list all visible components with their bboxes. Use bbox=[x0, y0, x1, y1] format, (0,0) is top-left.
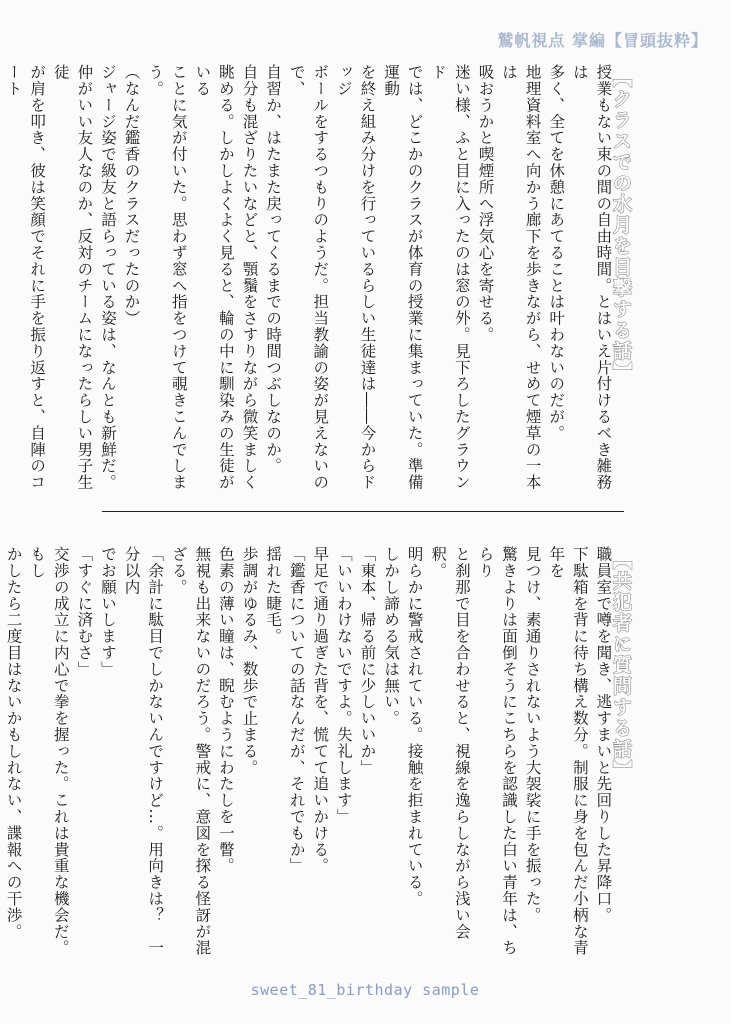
text-line: 眺める。しかしよくよく見ると、輪の中に馴染みの生徒がいる bbox=[193, 64, 235, 491]
story1-heading: 【クラスでの水月を目撃する話】 bbox=[610, 68, 632, 383]
text-line: を終え組み分けを行っているらしい生徒達は――今からドッジ bbox=[334, 64, 377, 491]
text-line: 自分も混ざりたいなどと、顎鬚をさすりながら微笑ましく bbox=[240, 64, 259, 491]
text-line: 「鑑香についての話なんだが、それでもか」 bbox=[287, 546, 306, 874]
text-line: では、どこかのクラスが体育の授業に集まっていた。準備運動 bbox=[382, 64, 424, 491]
text-line: 色素の薄い瞳は、睨むようにわたしを一瞥。 bbox=[216, 546, 235, 874]
text-line: ジャージ姿で級友と語らっている姿は、なんとも新鮮だ。 bbox=[98, 64, 117, 491]
text-line: 交渉の成立に内心で拳を握った。これは貴重な機会だ。もし bbox=[28, 546, 70, 956]
page-header-title: 鷲帆視点 掌編【冒頭抜粋】 bbox=[497, 31, 708, 50]
text-line: しかし諦める気は無い。 bbox=[382, 546, 401, 727]
text-line: 仲がいい友人なのか、反対のチームになったらしい男子生徒 bbox=[51, 64, 94, 491]
text-line: 揺れた睫毛。 bbox=[264, 546, 283, 645]
text-line: ことに気が付いた。思わず窓へ指をつけて覗きこんでしまう。 bbox=[146, 64, 188, 491]
text-line: 「余計に駄目でしかないんですけど…。用向きは？ 一分以内 bbox=[122, 546, 165, 956]
text-line: 早足で通り過ぎた背を、慌てて追いかける。 bbox=[311, 546, 330, 874]
text-line: 地理資料室へ向かう廊下を歩きながら、せめて煙草の一本は bbox=[500, 64, 542, 491]
footer-text: sweet_81_birthday sample bbox=[250, 981, 480, 999]
story1-body bbox=[0, 64, 638, 494]
text-line: 見つけ、素通りされないよう大袈裟に手を振った。 bbox=[523, 546, 542, 924]
text-line: 明らかに警戒されている。接触を拒まれている。 bbox=[405, 546, 424, 907]
text-line: （なんだ鑑香のクラスだったのか） bbox=[122, 64, 141, 327]
text-line: 歩調がゆるみ、数歩で止まる。 bbox=[240, 546, 259, 776]
story2-heading: 【共犯者に質問する話】 bbox=[610, 550, 632, 781]
text-line: と刹那で目を合わせると、視線を逸らしながら浅い会釈。 bbox=[429, 546, 471, 940]
text-line bbox=[0, 64, 1, 494]
text-line: でお願いします」 bbox=[98, 546, 117, 678]
text-line: ボールをするつもりのようだ。担当教諭の姿が見えないので、 bbox=[287, 64, 330, 491]
section-divider bbox=[102, 511, 624, 512]
text-line: 授業もない束の間の自由時間。とはいえ片付けるべき雑務は bbox=[570, 64, 613, 491]
story2-body bbox=[0, 546, 638, 958]
text-line: 驚きよりは面倒そうにこちらを認識した白い青年は、ちらり bbox=[476, 546, 519, 956]
heading-spacer bbox=[614, 64, 638, 494]
text-line: 「いいわけないですよ。失礼します」 bbox=[334, 546, 353, 825]
text-line: 「すぐに済むさ」 bbox=[75, 546, 94, 678]
heading-spacer bbox=[614, 546, 638, 958]
text-line: 吸おうかと喫煙所へ浮気心を寄せる。 bbox=[476, 64, 495, 343]
text-line: 無視も出来ないのだろう。警戒に、意図を探る怪訝が混ざる。 bbox=[169, 546, 212, 956]
text-line: かしたら二度目はないかもしれない、諜報への干渉。 bbox=[4, 546, 23, 940]
text-line: 「東本、帰る前に少しいいか」 bbox=[358, 546, 377, 776]
text-line: 下駄箱を背に待ち構え数分。制服に身を包んだ小柄な青年を bbox=[547, 546, 589, 956]
text-line: 多く、全てを休憩にあてることは叶わないのだが。 bbox=[547, 64, 566, 442]
text-line: 迷い様、ふと目に入ったのは窓の外。見下ろしたグラウンド bbox=[429, 64, 471, 491]
text-line: が肩を叩き、彼は笑顔でそれに手を振り返すと、自陣のコート bbox=[4, 64, 47, 491]
text-line: 自習か、はたまた戻ってくるまでの時間つぶしなのか。 bbox=[264, 64, 283, 474]
text-line: 職員室で噂を聞き、逃すまいと先回りした昇降口。 bbox=[594, 546, 613, 924]
